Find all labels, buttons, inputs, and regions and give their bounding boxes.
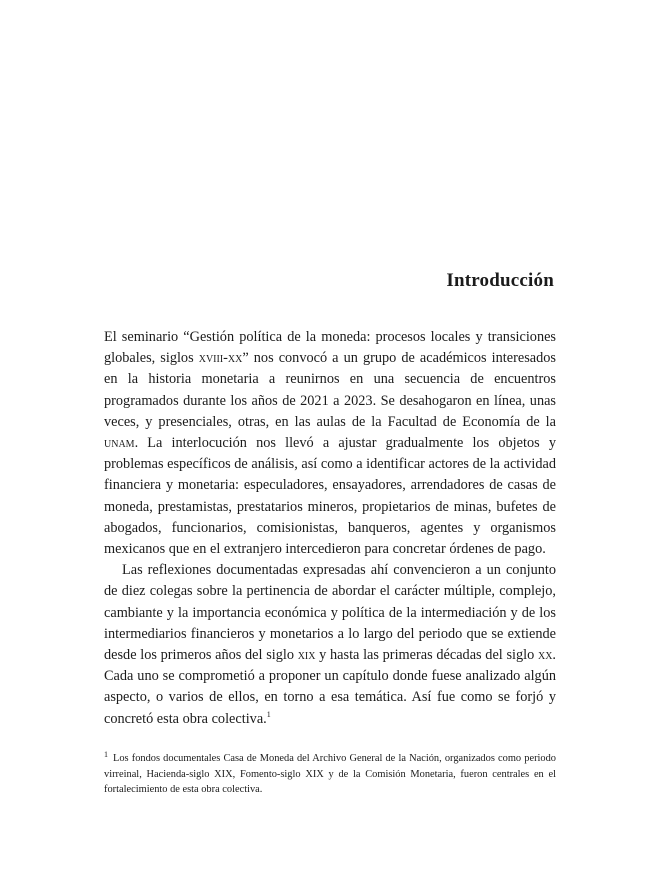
paragraph-1-text-1: El seminario “Gestión política de la moneda: procesos locales y transiciones globales, siglos [104,329,556,367]
footnote [104,751,556,798]
paragraph-2-text-2: y hasta las primeras décadas del siglo [315,647,538,664]
paragraph-2 [104,560,556,730]
paragraph-2-smallcaps-1: xix [297,647,316,664]
footnote-reference[interactable]: 1 [266,709,271,719]
body-text [104,327,556,730]
footnote-number: 1 [104,749,108,759]
paragraph-2-text-3: . Cada uno se comprometió a proponer un capítulo donde fuese analizado algún aspecto, o varios de ellos, en torno a esa temática. Así fue como se forjó y concretó esta obra colectiva. [104,647,556,727]
paragraph-1-text-3: . La interlocución nos llevó a ajustar gradualmente los objetos y problemas específicos de análisis, así como a identificar actores de la actividad financiera y monetaria: especuladores, ensayadores, arrendadores de casas de moneda, prestamistas, prestatarios mineros, propietarios de minas, bufetes de abogados, funcionarios, comisionistas, banqueros, agentes y organismos mexicanos que en el extranjero intercedieron para concretar órdenes de pago. [104,435,556,558]
paragraph-1-smallcaps-2: unam [104,435,135,452]
chapter-heading: Introducción [446,270,554,291]
paragraph-1-smallcaps-1: xviii-xx [198,350,243,367]
paragraph-2-smallcaps-2: xx [537,647,553,664]
footnote-text: Los fondos documentales Casa de Moneda del Archivo General de la Nación, organizados como periodo virreinal, Hacienda-siglo XIX, Fomento-siglo XIX y de la Comisión Monetaria, fueron centrales en el fortalecimiento de esta obra colectiva. [104,753,556,795]
paragraph-1 [104,327,556,560]
paragraph-1-text-2: ” nos convocó a un grupo de académicos interesados en la historia monetaria a reunirnos en una secuencia de encuentros programados durante los años de 2021 a 2023. Se desahogaron en línea, unas veces, y presenciales, otras, en las aulas de la Facultad de Economía de la [104,350,556,430]
paragraph-2-text-1: Las reflexiones documentadas expresadas ahí convencieron a un conjunto de diez colegas sobre la pertinencia de abordar el carácter múltiple, complejo, cambiante y la importancia económica y política de la intermediación y de los intermediarios financieros y monetarios a lo largo del periodo que se extiende desde los primeros años del siglo [104,562,556,664]
